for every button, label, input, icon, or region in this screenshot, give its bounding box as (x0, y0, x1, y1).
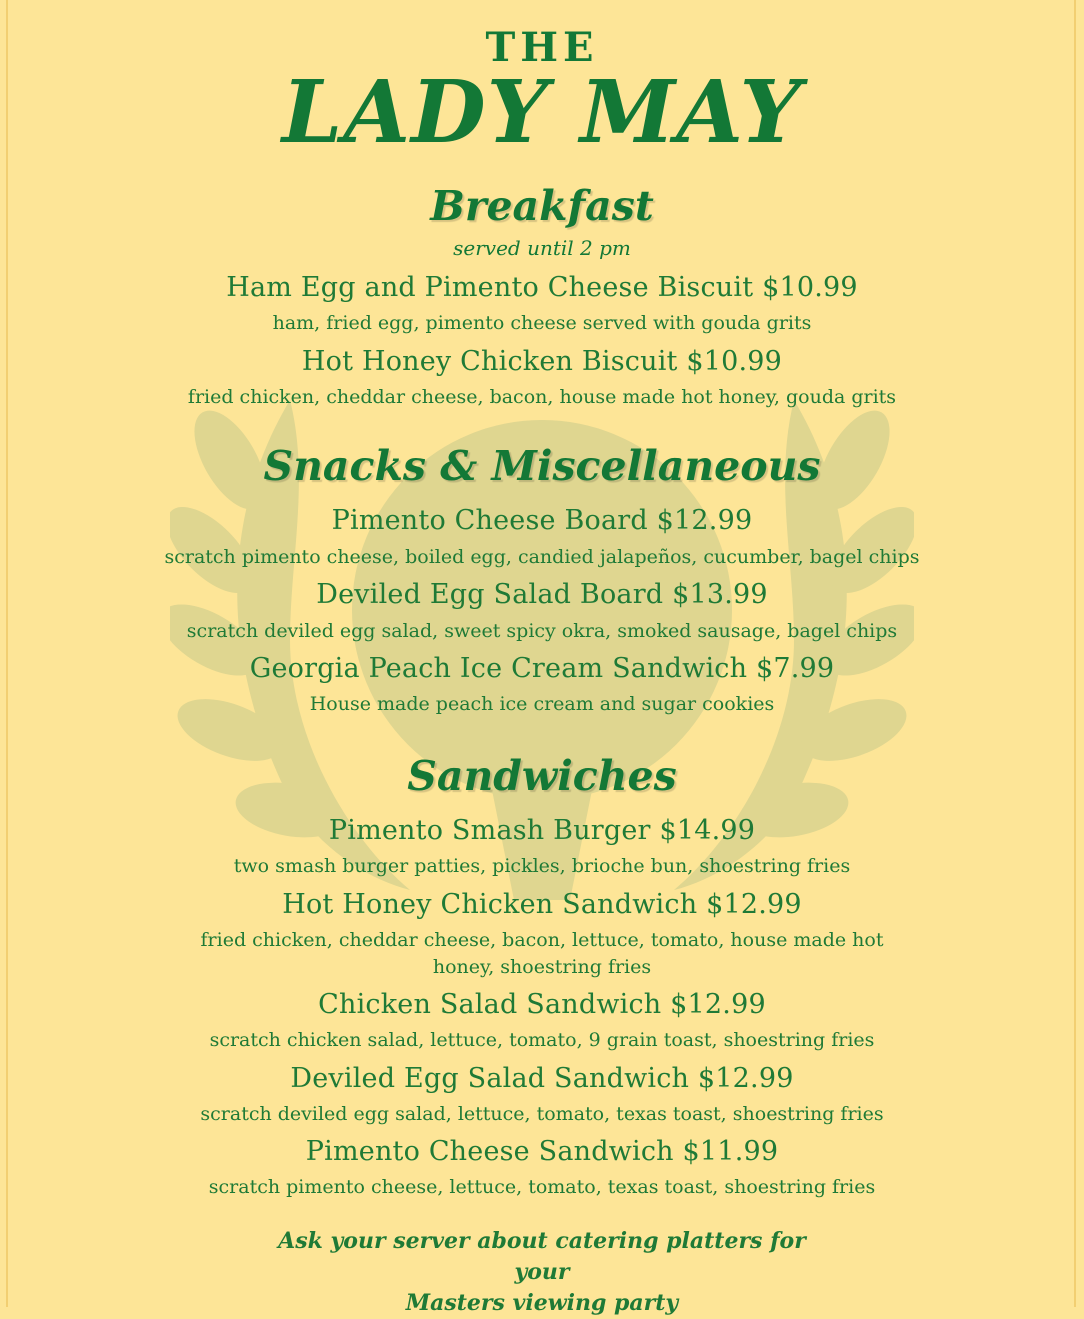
menu-item-desc: House made peach ice cream and sugar cookies (309, 693, 775, 715)
menu-item-desc: fried chicken, cheddar cheese, bacon, house made hot honey, gouda grits (187, 386, 897, 408)
menu-item-desc: scratch pimento cheese, boiled egg, candied jalapeños, cucumber, bagel chips (164, 546, 920, 568)
section-title-sandwiches: Sandwiches (407, 752, 677, 800)
menu-item-name: Georgia Peach Ice Cream Sandwich $7.99 (249, 653, 835, 684)
menu-item-name: Pimento Cheese Board $12.99 (331, 505, 753, 536)
section-title-snacks: Snacks & Miscellaneous (263, 442, 821, 490)
menu-item-desc: scratch pimento cheese, lettuce, tomato, texas toast, shoestring fries (208, 1176, 876, 1198)
menu-item-name: Pimento Cheese Sandwich $11.99 (305, 1136, 779, 1167)
logo-lady-may: LADY MAY (281, 62, 803, 163)
menu-item-desc: scratch deviled egg salad, sweet spicy okra, smoked sausage, bagel chips (186, 620, 898, 642)
section-title-breakfast: Breakfast (430, 182, 654, 230)
menu-item-desc: scratch chicken salad, lettuce, tomato, 9 grain toast, shoestring fries (209, 1029, 875, 1051)
logo-the: THE (485, 24, 599, 71)
catering-note-line2: Masters viewing party (405, 1290, 679, 1316)
menu-item-name: Deviled Egg Salad Board $13.99 (316, 579, 768, 610)
catering-note-line1: Ask your server about catering platters for your (278, 1228, 806, 1285)
menu-item-name: Hot Honey Chicken Sandwich $12.99 (282, 889, 802, 920)
menu-item-desc: ham, fried egg, pimento cheese served with gouda grits (272, 312, 812, 334)
menu-item-desc: two smash burger patties, pickles, brioche bun, shoestring fries (233, 855, 851, 877)
catering-note (250, 1226, 834, 1319)
breakfast-subtitle: served until 2 pm (453, 236, 631, 260)
menu-item-desc: scratch deviled egg salad, lettuce, tomato, texas toast, shoestring fries (200, 1103, 884, 1125)
menu-item-name: Pimento Smash Burger $14.99 (328, 815, 756, 846)
menu-item-desc: fried chicken, cheddar cheese, bacon, lettuce, tomato, house made hot honey, shoestring fries (200, 929, 884, 978)
menu-item-name: Deviled Egg Salad Sandwich $12.99 (290, 1063, 794, 1094)
menu-item-name: Hot Honey Chicken Biscuit $10.99 (301, 346, 783, 377)
menu-item-name: Chicken Salad Sandwich $12.99 (318, 989, 766, 1020)
menu-item-name: Ham Egg and Pimento Cheese Biscuit $10.99 (226, 272, 858, 303)
